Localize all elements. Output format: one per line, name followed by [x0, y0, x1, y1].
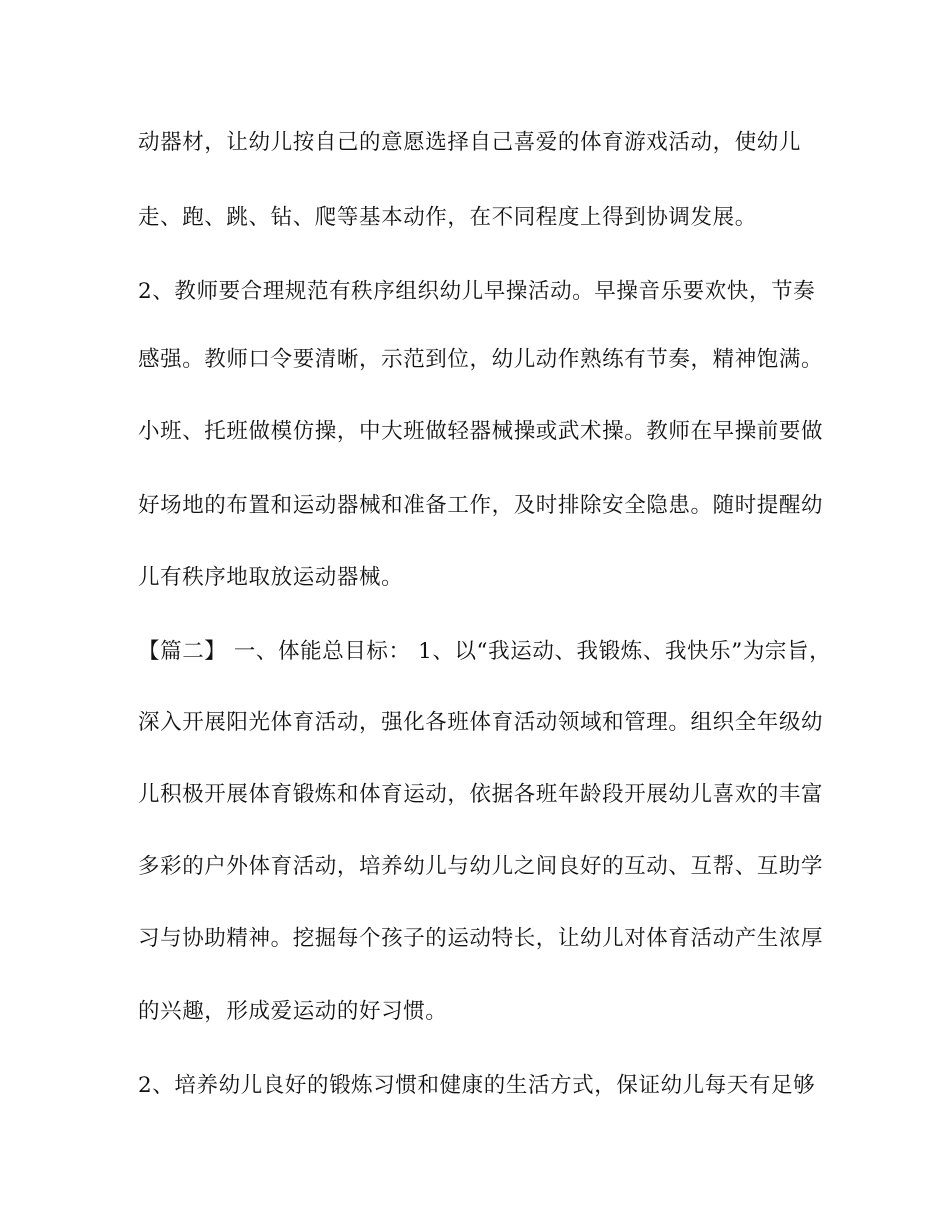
text-line: 儿积极开展体育锻炼和体育运动，依据各班年龄段开展幼儿喜欢的丰富: [138, 782, 824, 807]
text-line: 深入开展阳光体育活动，强化各班体育活动领域和管理。组织全年级幼: [138, 710, 824, 735]
text-line: 好场地的布置和运动器械和准备工作，及时排除安全隐患。随时提醒幼: [138, 493, 824, 518]
text-line: 走、跑、跳、钻、爬等基本动作，在不同程度上得到协调发展。: [138, 205, 757, 230]
text-line: 2、培养幼儿良好的锻炼习惯和健康的生活方式，保证幼儿每天有足够: [138, 1073, 816, 1098]
text-line: 儿有秩序地取放运动器械。: [138, 565, 404, 590]
text-line: 多彩的户外体育活动，培养幼儿与幼儿之间良好的互动、互帮、互助学: [138, 854, 824, 879]
text-line: 习与协助精神。挖掘每个孩子的运动特长，让幼儿对体育活动产生浓厚: [138, 926, 824, 951]
text-line: 【篇二】 一、体能总目标： 1、以“我运动、我锻炼、我快乐”为宗旨，: [138, 639, 832, 664]
text-line: 的兴趣，形成爱运动的好习惯。: [138, 999, 448, 1024]
text-line: 小班、托班做模仿操，中大班做轻器械操或武术操。教师在早操前要做: [138, 419, 824, 444]
text-line: 动器材，让幼儿按自己的意愿选择自己喜爱的体育游戏活动，使幼儿: [138, 130, 802, 155]
text-line: 感强。教师口令要清晰，示范到位，幼儿动作熟练有节奏，精神饱满。: [138, 347, 824, 372]
text-line: 2、教师要合理规范有秩序组织幼儿早操活动。早操音乐要欢快，节奏: [138, 279, 816, 304]
